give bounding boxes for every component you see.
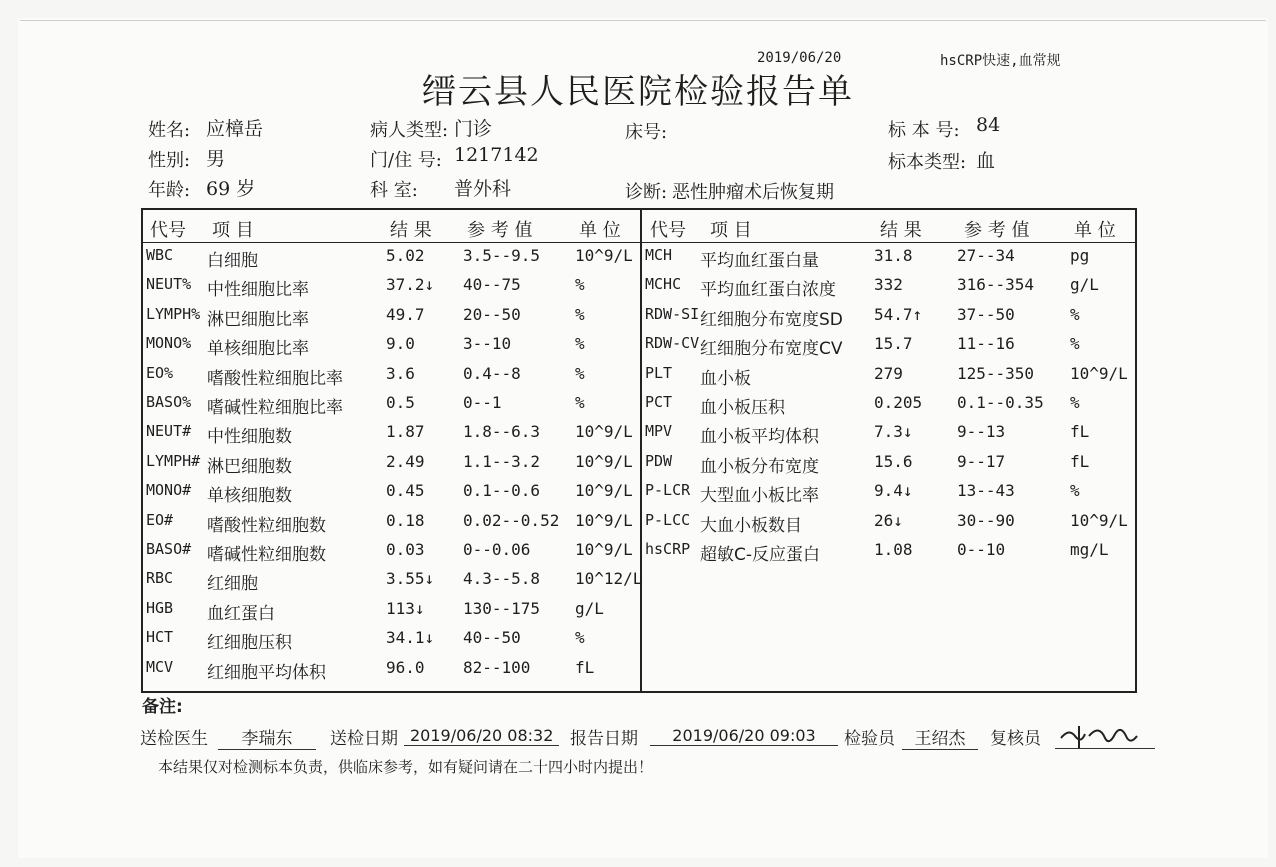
right-row-unit: 10^9/L	[1070, 363, 1128, 383]
right-row-code: PDW	[645, 451, 673, 470]
left-row-code: NEUT#	[146, 422, 192, 441]
left-row-unit: 10^9/L	[575, 422, 633, 442]
header-unit-right: 单 位	[1074, 220, 1116, 241]
sample-type-label: 标本类型:	[888, 152, 967, 173]
disclaimer: 本结果仅对检测标本负责，供临床参考，如有疑问请在二十四小时内提出！	[158, 758, 654, 776]
right-row-result: 26↓	[874, 510, 903, 530]
left-row-unit: g/L	[575, 598, 604, 618]
left-row-result: 0.45	[386, 481, 425, 501]
left-row-result: 1.87	[386, 422, 425, 442]
left-row-name: 嗜酸性粒细胞数	[207, 515, 326, 536]
left-row-ref: 1.8--6.3	[463, 422, 541, 442]
left-row-name: 中性细胞数	[207, 427, 292, 448]
right-row-result: 15.6	[874, 451, 913, 471]
left-row-ref: 82--100	[463, 657, 531, 677]
right-row-ref: 13--43	[957, 481, 1015, 501]
left-row-unit: %	[575, 363, 585, 383]
sample-no-label: 标 本 号:	[888, 120, 960, 141]
left-row-name: 淋巴细胞比率	[207, 309, 309, 330]
left-row-name: 嗜碱性粒细胞数	[207, 545, 326, 565]
bed-label: 床号:	[625, 122, 668, 143]
right-row-ref: 30--90	[957, 510, 1015, 530]
right-row-name: 红细胞分布宽度SD	[700, 309, 843, 330]
right-row-result: 9.4↓	[874, 481, 913, 501]
left-row-code: MONO#	[146, 481, 192, 500]
patient-id-label: 门/住 号:	[370, 150, 442, 171]
dept-label: 科 室:	[370, 180, 418, 201]
reviewer-label: 复核员	[990, 729, 1041, 749]
header-code-left: 代号	[150, 220, 186, 241]
left-row-code: BASO#	[146, 540, 192, 558]
header-item-right: 项 目	[710, 220, 752, 241]
right-row-unit: %	[1070, 304, 1080, 324]
dept: 普外科	[454, 178, 512, 200]
left-row-ref: 1.1--3.2	[463, 451, 541, 471]
remark-label: 备注:	[142, 697, 183, 717]
right-row-name: 血小板	[700, 368, 751, 389]
diagnosis-label: 诊断:	[625, 182, 668, 203]
left-row-unit: %	[575, 334, 585, 354]
right-row-result: 0.205	[874, 393, 923, 412]
right-row-unit: pg	[1070, 246, 1090, 265]
left-row-ref: 4.3--5.8	[463, 569, 541, 589]
left-row-code: WBC	[146, 246, 174, 264]
age-label: 年龄:	[148, 180, 191, 201]
top-edge-line	[20, 20, 1266, 21]
left-row-name: 嗜碱性粒细胞比率	[207, 398, 343, 418]
right-row-name: 平均血红蛋白浓度	[700, 280, 836, 301]
left-row-code: EO#	[146, 510, 174, 529]
right-row-result: 1.08	[874, 540, 913, 559]
left-row-name: 淋巴细胞数	[207, 456, 292, 477]
header-ref-right: 参 考 值	[964, 220, 1030, 241]
left-row-ref: 40--50	[463, 628, 521, 648]
right-row-name: 红细胞分布宽度CV	[700, 339, 843, 360]
right-row-code: RDW-CV	[645, 334, 700, 353]
left-row-unit: 10^12/L	[575, 569, 643, 589]
left-row-result: 9.0	[386, 334, 415, 354]
left-row-result: 96.0	[386, 657, 425, 677]
right-row-code: MCHC	[645, 275, 682, 294]
left-row-ref: 20--50	[463, 304, 521, 324]
report-date: 2019/06/20	[757, 50, 842, 66]
patient-age: 69 岁	[206, 178, 256, 200]
left-row-code: LYMPH#	[146, 451, 201, 470]
left-row-unit: 10^9/L	[575, 481, 633, 501]
test-type: hsCRP快速,血常规	[940, 53, 1061, 69]
doctor-label: 送检医生	[140, 729, 208, 749]
left-row-code: LYMPH%	[146, 304, 201, 323]
left-row-result: 3.6	[386, 363, 415, 383]
left-row-code: BASO%	[146, 393, 192, 411]
diagnosis: 恶性肿瘤术后恢复期	[672, 182, 834, 203]
left-row-result: 34.1↓	[386, 628, 435, 648]
right-row-unit: mg/L	[1070, 540, 1109, 559]
left-row-unit: 10^9/L	[575, 451, 633, 471]
right-row-unit: %	[1070, 334, 1080, 354]
right-row-ref: 0.1--0.35	[957, 393, 1044, 412]
right-row-name: 血小板压积	[700, 398, 785, 418]
left-row-unit: %	[575, 304, 585, 324]
sex-label: 性别:	[148, 150, 191, 171]
left-row-code: EO%	[146, 363, 174, 382]
right-row-ref: 27--34	[957, 246, 1015, 265]
left-row-result: 2.49	[386, 451, 425, 471]
patient-type: 门诊	[454, 118, 493, 140]
sample-no: 84	[976, 114, 1001, 136]
left-row-name: 血红蛋白	[207, 603, 275, 624]
right-row-name: 大型血小板比率	[700, 486, 819, 507]
left-row-ref: 3--10	[463, 334, 512, 354]
left-row-ref: 0--0.06	[463, 540, 531, 559]
left-row-unit: %	[575, 393, 585, 412]
report-date-label: 报告日期	[570, 729, 638, 749]
left-row-result: 113↓	[386, 598, 425, 618]
left-row-code: MONO%	[146, 334, 192, 353]
table-header-line	[141, 242, 1137, 243]
right-row-unit: %	[1070, 393, 1080, 412]
right-row-ref: 9--17	[957, 451, 1006, 471]
left-row-unit: fL	[575, 657, 595, 677]
reviewer-signature	[1055, 716, 1145, 756]
left-row-code: HCT	[146, 628, 174, 647]
right-row-unit: g/L	[1070, 275, 1099, 295]
right-row-result: 332	[874, 275, 903, 295]
left-row-code: HGB	[146, 598, 174, 617]
right-row-code: PLT	[645, 363, 673, 382]
left-row-result: 0.5	[386, 393, 415, 412]
send-date-label: 送检日期	[330, 729, 398, 749]
right-row-name: 血小板分布宽度	[700, 456, 819, 477]
left-row-result: 3.55↓	[386, 569, 435, 589]
header-result-left: 结 果	[390, 220, 432, 241]
left-row-ref: 0--1	[463, 393, 502, 412]
right-row-ref: 316--354	[957, 275, 1035, 295]
left-row-unit: %	[575, 628, 585, 648]
left-row-result: 37.2↓	[386, 275, 435, 295]
left-row-unit: %	[575, 275, 585, 295]
left-row-ref: 130--175	[463, 598, 541, 618]
left-row-name: 红细胞	[207, 574, 258, 595]
left-row-unit: 10^9/L	[575, 246, 633, 265]
right-row-ref: 125--350	[957, 363, 1035, 383]
left-row-code: MCV	[146, 657, 174, 676]
right-row-code: PCT	[645, 393, 673, 411]
left-row-ref: 3.5--9.5	[463, 246, 541, 265]
left-row-unit: 10^9/L	[575, 540, 633, 559]
sample-type: 血	[976, 150, 996, 172]
right-row-code: RDW-SI	[645, 304, 700, 323]
left-row-name: 单核细胞数	[207, 486, 292, 507]
header-code-right: 代号	[650, 220, 686, 241]
right-row-code: P-LCR	[645, 481, 691, 500]
left-row-name: 红细胞平均体积	[207, 662, 326, 683]
left-row-result: 49.7	[386, 304, 425, 324]
doctor-name: 李瑞东	[218, 724, 316, 750]
right-row-name: 大血小板数目	[700, 515, 802, 536]
right-row-result: 7.3↓	[874, 422, 913, 442]
right-row-unit: fL	[1070, 451, 1090, 471]
right-row-name: 超敏C-反应蛋白	[700, 545, 821, 565]
right-row-ref: 9--13	[957, 422, 1006, 442]
header-ref-left: 参 考 值	[467, 220, 533, 241]
right-row-result: 31.8	[874, 246, 913, 265]
left-row-result: 0.18	[386, 510, 425, 530]
left-row-result: 5.02	[386, 246, 425, 265]
table-divider	[640, 208, 642, 693]
right-row-unit: %	[1070, 481, 1080, 501]
report-title: 缙云县人民医院检验报告单	[422, 72, 854, 112]
left-row-name: 中性细胞比率	[207, 280, 309, 301]
right-row-code: hsCRP	[645, 540, 691, 558]
left-row-unit: 10^9/L	[575, 510, 633, 530]
left-row-ref: 0.4--8	[463, 363, 521, 383]
patient-type-label: 病人类型:	[370, 120, 449, 141]
examiner-label: 检验员	[844, 729, 895, 749]
right-row-ref: 37--50	[957, 304, 1015, 324]
right-row-result: 279	[874, 363, 903, 383]
right-row-code: P-LCC	[645, 510, 691, 529]
left-row-result: 0.03	[386, 540, 425, 559]
right-row-unit: fL	[1070, 422, 1090, 442]
right-row-name: 血小板平均体积	[700, 427, 819, 448]
send-date: 2019/06/20 08:32	[404, 726, 559, 746]
examiner-name: 王绍杰	[902, 724, 978, 750]
name-label: 姓名:	[148, 120, 191, 141]
left-row-code: NEUT%	[146, 275, 192, 294]
right-row-result: 15.7	[874, 334, 913, 354]
right-row-ref: 0--10	[957, 540, 1006, 559]
right-row-code: MCH	[645, 246, 673, 264]
header-item-left: 项 目	[212, 220, 254, 241]
left-row-name: 白细胞	[207, 251, 258, 271]
left-row-ref: 0.02--0.52	[463, 510, 560, 530]
right-row-name: 平均血红蛋白量	[700, 251, 819, 271]
patient-sex: 男	[206, 148, 226, 170]
left-row-code: RBC	[146, 569, 174, 588]
patient-id: 1217142	[454, 144, 539, 166]
left-row-name: 红细胞压积	[207, 633, 292, 654]
patient-name: 应樟岳	[206, 118, 264, 140]
left-row-name: 单核细胞比率	[207, 339, 309, 360]
right-row-code: MPV	[645, 422, 673, 441]
right-row-ref: 11--16	[957, 334, 1015, 354]
left-row-ref: 0.1--0.6	[463, 481, 541, 501]
report-date-value: 2019/06/20 09:03	[650, 726, 838, 746]
header-result-right: 结 果	[880, 220, 922, 241]
right-row-result: 54.7↑	[874, 304, 923, 324]
right-row-unit: 10^9/L	[1070, 510, 1128, 530]
left-row-name: 嗜酸性粒细胞比率	[207, 368, 343, 389]
header-unit-left: 单 位	[579, 220, 621, 241]
left-row-ref: 40--75	[463, 275, 521, 295]
